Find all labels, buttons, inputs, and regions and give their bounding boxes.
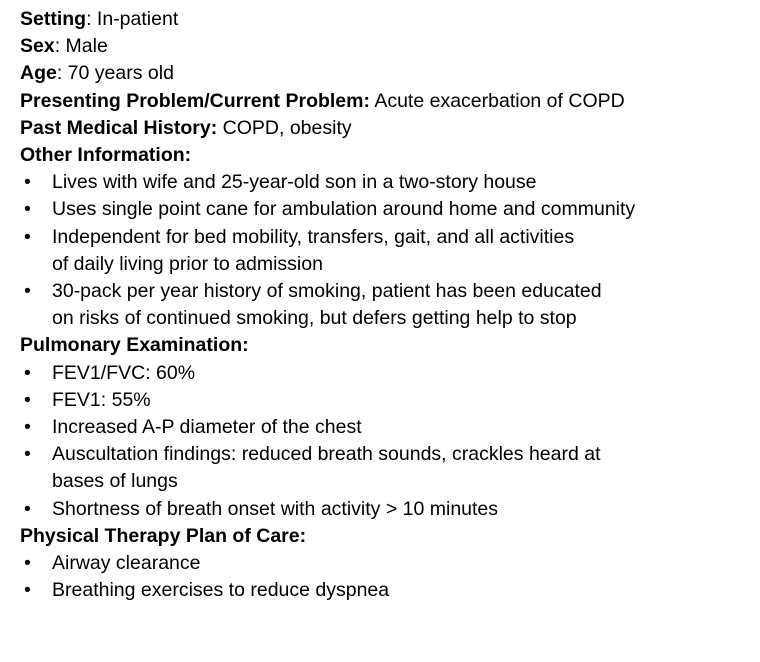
list-item-line-continued: bases of lungs (52, 470, 178, 493)
bullet-icon: • (24, 280, 31, 303)
bullet-list-physical-therapy-plan-of-care (20, 550, 750, 604)
list-item (20, 577, 750, 604)
field-presenting-problem (20, 88, 750, 115)
list-item-line-continued: of daily living prior to admission (52, 252, 323, 275)
field-past-medical-history-label: Past Medical History: (20, 116, 218, 139)
bullet-list-pulmonary-examination (20, 360, 750, 523)
field-setting-value: : In-patient (86, 8, 179, 30)
list-item-line: FEV1: 55% (52, 388, 151, 411)
list-item-text (52, 414, 750, 441)
list-item-line: Airway clearance (52, 552, 201, 575)
list-item-line: 30-pack per year history of smoking, patient has been educated (52, 280, 602, 303)
list-item-text (52, 496, 750, 523)
list-item-line: Independent for bed mobility, transfers, gait, and all activities (52, 225, 575, 248)
bullet-icon: • (24, 443, 31, 466)
bullet-icon: • (24, 497, 31, 520)
list-item-line: Breathing exercises to reduce dyspnea (52, 579, 390, 602)
list-item-line: Uses single point cane for ambulation around home and community (52, 198, 636, 221)
bullet-icon: • (24, 225, 31, 248)
list-item (20, 550, 750, 577)
field-age-label: Age (20, 62, 57, 85)
field-sex-value: : Male (54, 35, 108, 58)
list-item-text (52, 360, 750, 387)
list-item (20, 496, 750, 523)
list-item-text (52, 224, 750, 278)
list-item-text (52, 387, 750, 414)
field-past-medical-history (20, 115, 750, 142)
list-item (20, 169, 750, 196)
list-item-line: Increased A-P diameter of the chest (52, 416, 362, 439)
field-sex-label: Sex (20, 35, 55, 58)
field-age (20, 60, 750, 87)
bullet-icon: • (24, 552, 31, 575)
field-past-medical-history-value: COPD, obesity (217, 116, 352, 139)
list-item-text (52, 550, 750, 577)
bullet-icon: • (24, 388, 31, 411)
list-item (20, 360, 750, 387)
bullet-icon: • (24, 579, 31, 602)
list-item-text (52, 278, 750, 332)
field-sex (20, 33, 750, 60)
list-item-text (52, 169, 750, 196)
field-age-value: : 70 years old (56, 62, 174, 85)
list-item (20, 414, 750, 441)
list-item (20, 196, 750, 223)
list-item (20, 441, 750, 495)
list-item (20, 278, 750, 332)
bullet-icon: • (24, 198, 31, 221)
list-item-text (52, 196, 750, 223)
bullet-icon: • (24, 361, 31, 384)
list-item-text (52, 441, 750, 495)
list-item (20, 224, 750, 278)
bullet-icon: • (24, 416, 31, 439)
list-item-line: Auscultation findings: reduced breath sounds, crackles heard at (52, 443, 601, 466)
section-heading-other-information: Other Information: (20, 144, 192, 167)
list-item-line-continued: on risks of continued smoking, but defers getting help to stop (52, 307, 577, 330)
list-item (20, 387, 750, 414)
section-heading-physical-therapy-plan-of-care: Physical Therapy Plan of Care: (20, 524, 307, 547)
field-presenting-problem-value: Acute exacerbation of COPD (369, 89, 625, 112)
bullet-list-other-information (20, 169, 750, 332)
section-heading-pulmonary-examination: Pulmonary Examination: (20, 334, 249, 357)
list-item-line: FEV1/FVC: 60% (52, 361, 196, 384)
field-setting (20, 6, 750, 33)
field-presenting-problem-label: Presenting Problem/Current Problem: (20, 89, 370, 112)
list-item-text (52, 577, 750, 604)
field-setting-label: Setting (20, 8, 87, 30)
list-item-line: Lives with wife and 25-year-old son in a two-story house (52, 171, 537, 194)
bullet-icon: • (24, 171, 31, 194)
list-item-line: Shortness of breath onset with activity > 10 minutes (52, 497, 499, 520)
